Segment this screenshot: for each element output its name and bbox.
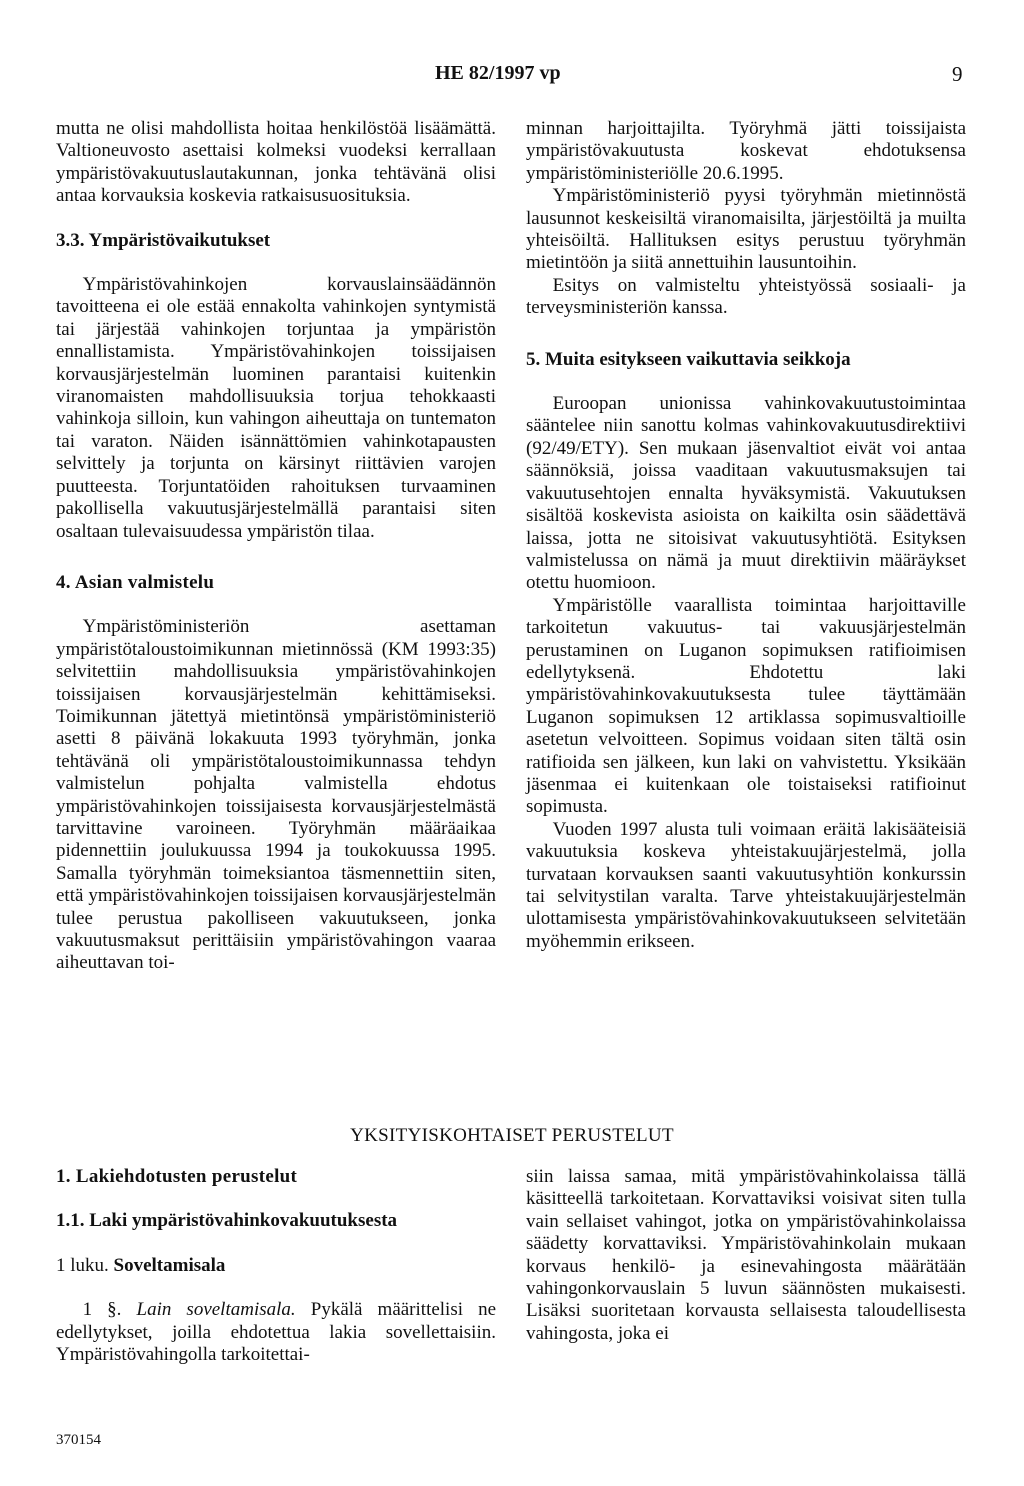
right-column [526,118,966,953]
right-continuation-paragraph: siin laissa samaa, mitä ympäristövahinkolaissa tällä käsitteellä tarkoitetaan. Korvattaviksi voisivat siten tulla vain sellaiset vahingot, jotka on ympäristövahinkolaissa säädetty korvattaviksi. Ympäristövahinkolain mukaan korvaus henkilö- ja esinevahingosta määrätään vahingonkorvauslain 5 luvun säännösten mukaisesti. Lisäksi suoritetaan korvausta sellaisesta taloudellisesta vahingosta, joka ei [526,1166,966,1344]
chapter-heading [56,1255,496,1277]
chapter-prefix: 1 luku. [56,1254,109,1276]
heading-1-1: 1.1. Laki ympäristövahinkovakuutuksesta [56,1210,398,1232]
chapter-title: Soveltamisala [113,1254,226,1276]
print-code: 370154 [56,1432,101,1448]
section-3-3-title: 3.3. Ympäristövaikutukset [56,229,271,251]
cooperation-paragraph: Esitys on valmisteltu yhteistyössä sosiaali- ja terveysministeriön kanssa. [526,274,966,319]
section-1-prefix: 1 §. [82,1299,122,1321]
section-5-paragraph-2: Ympäristölle vaarallista toimintaa harjoittaville tarkoitetun vakuutus- tai vakuusjärjestelmän perustaminen on Luganon sopimuksen ratifioimisen edellytyksenä. Ehdotettu laki ympäristövahinkovakuutuksesta tulee täyttämään Luganon sopimuksen 12 artiklassa sopimusvaltioille asetetun velvoitteen. Sopimus voidaan siten tältä osin ratifioida sen jälkeen, kun laki on vahvistettu. Yksikään jäsenmaa ei kuitenkaan ole toistaiseksi ratifioinut sopimusta. [526,594,966,818]
page-number: 9 [952,62,963,86]
document-reference: HE 82/1997 vp [435,62,561,84]
section-4-title: 4. Asian valmistelu [56,571,215,593]
section-5-paragraph-1: Euroopan unionissa vahinkovakuutustoimintaa sääntelee niin sanottu kolmas vahinkovakuutusdirektiivi (92/49/ETY). Sen mukaan jäsenvaltiot eivät voi antaa säännöksiä, joissa vaaditaan vakuutusmaksujen tai vakuutusehtojen ennalta hyväksymistä. Vakuutuksen sisältöä koskevista asioista on kaikilta osin säädettävä laissa, jotta ne sitoisivat vakuutusyhtiötä. Esityksen valmistelussa on nämä ja muut direktiivin määräykset otettu huomioon. [526,393,966,594]
bottom-left-column [56,1166,496,1366]
section-5-title: 5. Muita esitykseen vaikuttavia seikkoja [526,348,851,370]
section-1-paragraph [56,1299,496,1366]
heading-1: 1. Lakiehdotusten perustelut [56,1166,298,1187]
section-3-3-body: Ympäristövahinkojen korvauslainsäädännön tavoitteena ei ole estää ennakolta vahinkojen syntymistä tai järjestää vahinkojen torjuntaa ja ympäristön ennallistamista. Ympäristövahinkojen toissijaisen korvausjärjestelmän luominen parantaisi kuitenkin viranomaisten mahdollisuuksia torjua tehokkaasti vahinkoja silloin, kun vahingon aiheuttaja on tuntematon tai varaton. Näiden isännättömien vahinkotapausten selvittely ja torjunta on kärsinyt riittävien varojen puutteesta. Torjuntatöiden rahoituksen turvaaminen pakollisella vakuutusjärjestelmällä parantaisi siten osaltaan tulevaisuudessa ympäristön tilaa. [56,274,496,542]
section-4-body: Ympäristöministeriön asettaman ympäristötaloustoimikunnan mietinnössä (KM 1993:35) selvitettiin mahdollisuuksia ympäristövahinkojen toissijaisen korvausjärjestelmän kehittämiseksi. Toimikunnan jätettyä mietintönsä ympäristöministeriö asetti 8 päivänä lokakuuta 1993 työryhmän, jonka tehtävänä oli ympäristötaloustoimikunnassa tehdyn valmistelun pohjalta valmistella ehdotus ympäristövahinkojen toissijaisesta korvausjärjestelmästä tarvittavine varoineen. Työryhmän määräaikaa pidennettiin joulukuussa 1994 ja toukokuussa 1995. Samalla työryhmän toimeksiantoa täsmennettiin siten, että ympäristövahinkojen toissijaisen korvausjärjestelmän tulee perustua pakolliseen vakuutukseen, jonka vakuutusmaksut perittäisiin ympäristövahingon vaaraa aiheuttavan toi- [56,616,496,974]
bottom-right-column [526,1166,966,1345]
preparation-paragraph: Ympäristöministeriö pyysi työryhmän mietinnöstä lausunnot keskeisiltä viranomaisilta, järjestöiltä ja muilta yhteisöiltä. Hallituksen esitys perustuu työryhmän mietintöön ja siitä annettuihin lausuntoihin. [526,185,966,274]
section-1-text: Pykälä määrittelisi ne edellytykset, joilla ehdotettua lakia sovellettaisiin. Ympäristövahingolla tarkoitettai- [56,1299,497,1366]
section-5-paragraph-3: Vuoden 1997 alusta tuli voimaan eräitä lakisääteisiä vakuutuksia koskeva yhteistakuujärjestelmä, jolla turvataan korvauksen saanti vakuutusyhtiön konkurssin tai selvitystilan varalta. Tarve yhteistakuujärjestelmän ulottamisesta ympäristövahinkovakuutukseen selvitetään myöhemmin erikseen. [526,818,966,952]
part-title: YKSITYISKOHTAISET PERUSTELUT [350,1125,674,1146]
left-column [56,118,496,975]
continuation-paragraph: minnan harjoittajilta. Työryhmä jätti toissijaista ympäristövakuutusta koskevat ehdotuksensa ympäristöministeriölle 20.6.1995. [526,118,966,184]
intro-paragraph: mutta ne olisi mahdollista hoitaa henkilöstöä lisäämättä. Valtioneuvosto asettaisi kolmeksi vuodeksi kerrallaan ympäristövakuutuslautakunnan, jonka tehtävänä olisi antaa korvauksia koskevia ratkaisusuosituksia. [56,118,496,207]
section-1-title: Lain soveltamisala. [136,1299,296,1321]
